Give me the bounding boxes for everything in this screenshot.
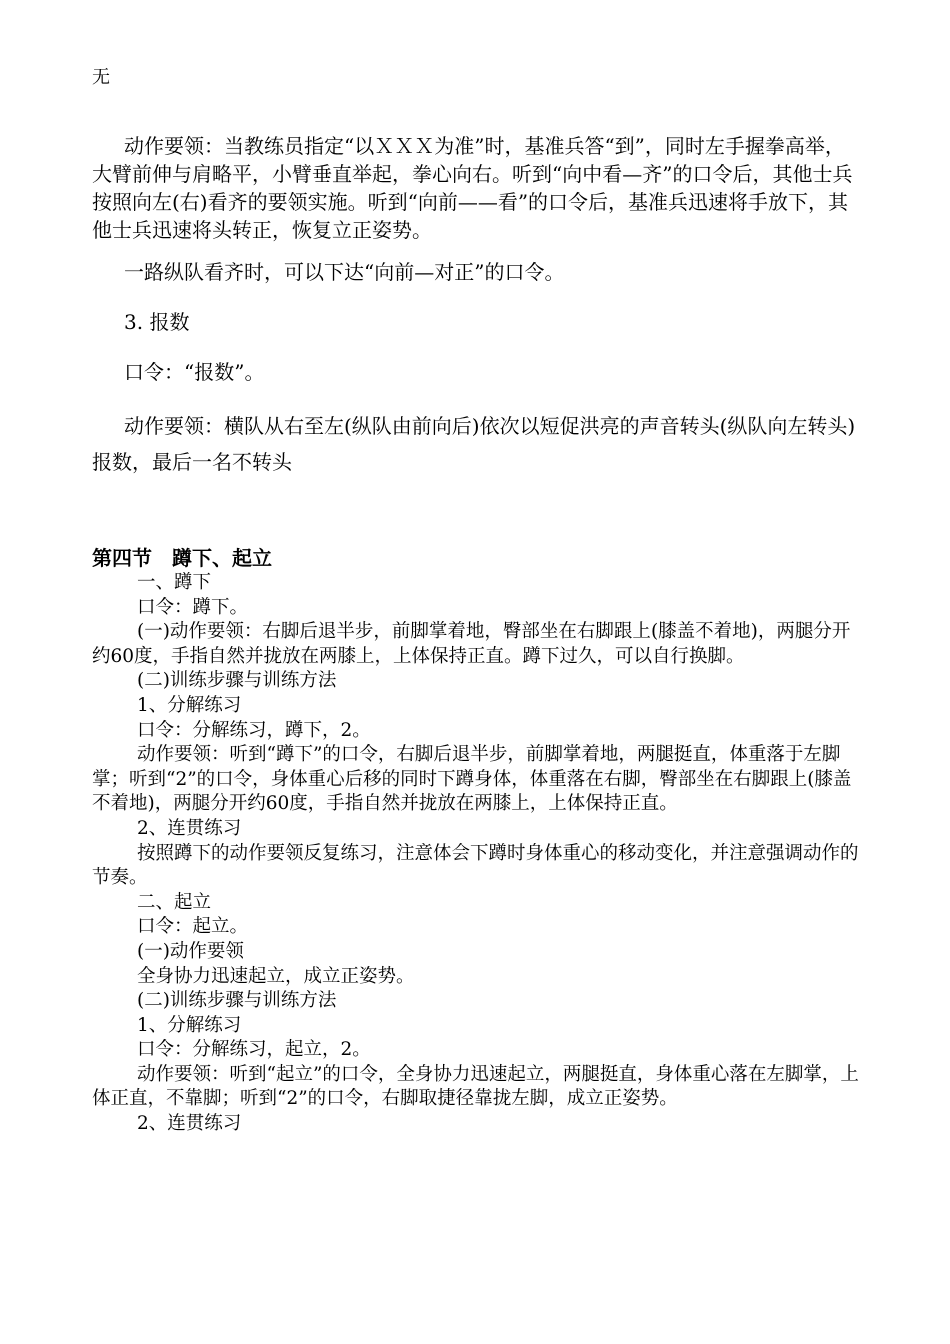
upper-block-4	[92, 358, 864, 386]
section-line: 口令：分解练习，起立，2。	[137, 1039, 371, 1061]
section-line: 1、分解练习	[137, 1014, 242, 1036]
section-line: 全身协力迅速起立，成立正姿势。	[137, 965, 415, 987]
section-line: (一)动作要领	[137, 940, 244, 962]
heading-report-count: 3. 报数	[124, 310, 190, 334]
section-line: 一、蹲下	[137, 572, 212, 593]
section-line: 动作要领：听到“蹲下”的口令，右脚后退半步，前脚掌着地，两腿挺直，体重落于左脚掌；听到“2”的口令，身体重心后移的同时下蹲身体，体重落在右脚，臀部坐在右脚跟上(膝盖不着地)，两腿分开约60度，手指自然并拢放在两膝上，上体保持正直。	[92, 744, 852, 815]
section-line: 口令：起立。	[137, 916, 249, 938]
section-line: (二)训练步骤与训练方法	[137, 670, 337, 692]
section-line: 2、连贯练习	[137, 1113, 242, 1135]
section-line: 按照蹲下的动作要领反复练习，注意体会下蹲时身体重心的移动变化，并注意强调动作的节奏。	[92, 842, 859, 889]
section-line: 2、连贯练习	[137, 817, 242, 839]
upper-block-5	[92, 408, 864, 480]
section-line: 口令：分解练习，蹲下，2。	[137, 719, 371, 741]
header-mark: 无	[92, 67, 110, 88]
section-line: 口令：蹲下。	[137, 596, 249, 618]
upper-block-3	[92, 308, 864, 336]
section-line: 动作要领：听到“起立”的口令，全身协力迅速起立，两腿挺直，身体重心落在左脚掌，上体正直，不靠脚；听到“2”的口令，右脚取捷径靠拢左脚，成立正姿势。	[92, 1063, 859, 1110]
section-line: (一)动作要领：右脚后退半步，前脚掌着地，臀部坐在右脚跟上(膝盖不着地)，两腿分开约60度，手指自然并拢放在两膝上，上体保持正直。蹲下过久，可以自行换脚。	[92, 621, 851, 667]
section-line: 1、分解练习	[137, 694, 242, 716]
upper-block-2	[92, 258, 864, 286]
section-line: 二、起立	[137, 891, 212, 913]
section-line: (二)训练步骤与训练方法	[137, 990, 337, 1012]
upper-block-1	[92, 132, 864, 244]
section-squat-stand	[92, 545, 864, 1137]
section-title: 第四节 蹲下、起立	[92, 546, 272, 570]
paragraph-report-instruction: 动作要领：横队从右至左(纵队由前向后)依次以短促洪亮的声音转头(纵队向左转头)报数，最后一名不转头	[92, 414, 856, 474]
paragraph-leader-instruction: 动作要领：当教练员指定“以ＸＸＸ为准”时，基准兵答“到”，同时左手握拳高举，大臂前伸与肩略平，小臂垂直举起，拳心向右。听到“向中看—齐”的口令后，其他士兵按照向左(右)看齐的要领实施。听到“向前——看”的口令后，基准兵迅速将手放下，其他士兵迅速将头转正，恢复立正姿势。	[92, 134, 853, 242]
paragraph-column-alignment: 一路纵队看齐时，可以下达“向前—对正”的口令。	[124, 260, 565, 284]
paragraph-report-command: 口令：“报数”。	[124, 360, 265, 384]
